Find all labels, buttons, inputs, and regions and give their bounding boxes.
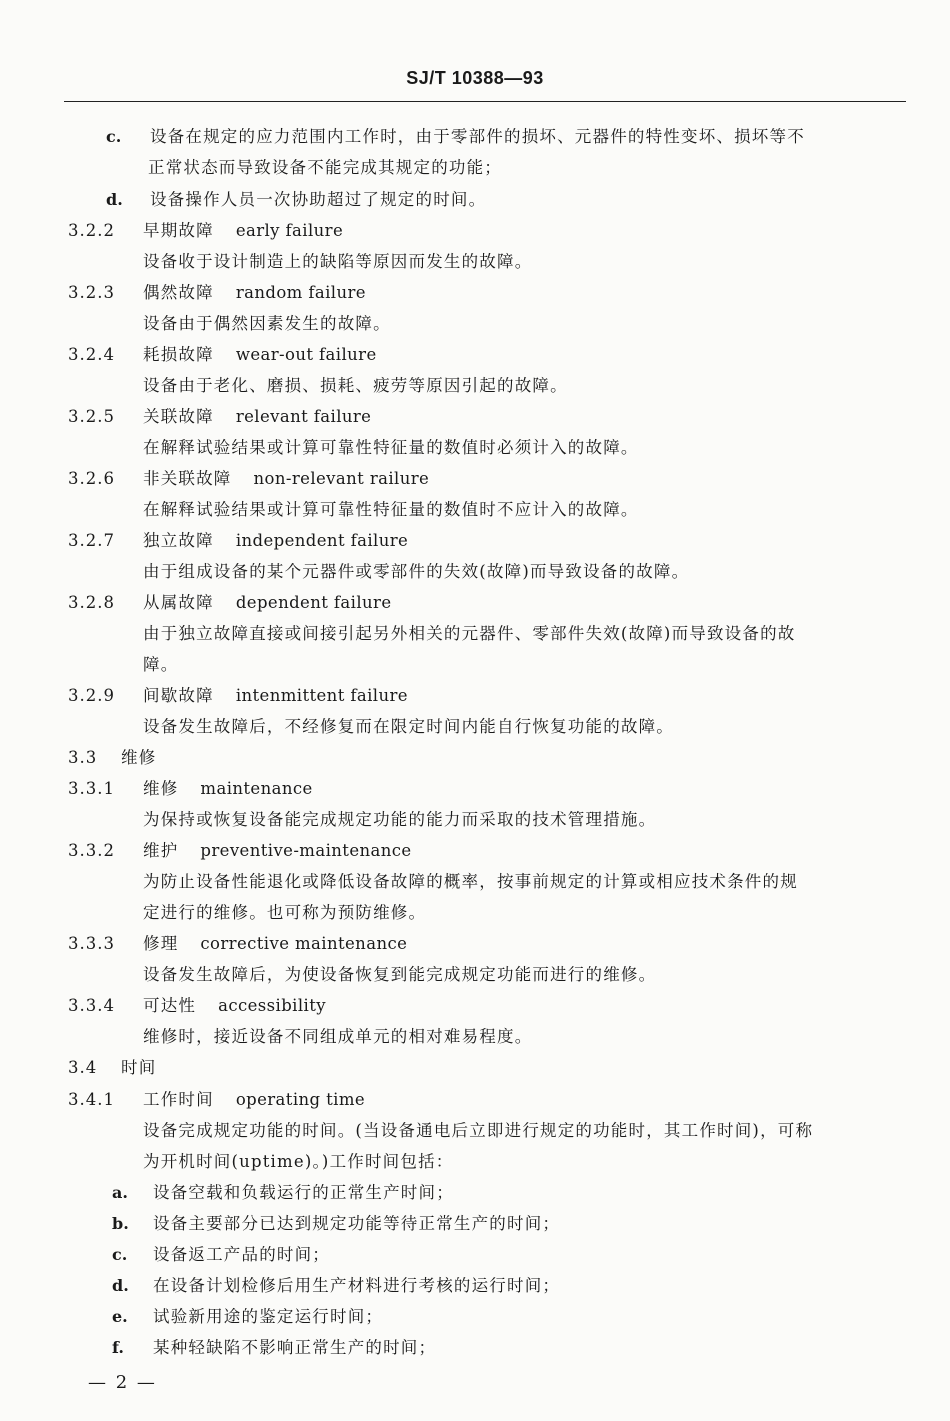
term-heading — [143, 933, 407, 955]
term-definition: 设备由于老化、磨损、损耗、疲劳等原因引起的故障。 — [143, 376, 568, 395]
item-text: 设备操作人员一次协助超过了规定的时间。 — [150, 190, 487, 209]
term-definition: 设备发生故障后，不经修复而在限定时间内能自行恢复功能的故障。 — [143, 717, 674, 736]
term-en: operating time — [235, 1090, 366, 1109]
section-number: 3.4 — [68, 1058, 98, 1077]
term-en: intenmittent failure — [235, 686, 408, 705]
term-heading — [143, 344, 377, 366]
term-heading — [143, 778, 313, 800]
term-number: 3.3.1 — [68, 779, 115, 798]
item-text: 某种轻缺陷不影响正常生产的时间； — [153, 1338, 437, 1357]
term-number: 3.2.3 — [68, 283, 115, 302]
term-heading — [143, 468, 429, 490]
term-en: preventive-maintenance — [200, 841, 412, 860]
term-number: 3.2.5 — [68, 407, 115, 426]
term-zh: 可达性 — [143, 996, 197, 1015]
term-zh: 偶然故障 — [143, 283, 214, 302]
term-definition: 维修时，接近设备不同组成单元的相对难易程度。 — [143, 1027, 533, 1046]
term-en: early failure — [235, 221, 344, 240]
term-en: maintenance — [200, 779, 313, 798]
term-definition: 在解释试验结果或计算可靠性特征量的数值时必须计入的故障。 — [143, 438, 639, 457]
term-definition: 在解释试验结果或计算可靠性特征量的数值时不应计入的故障。 — [143, 500, 639, 519]
term-number: 3.2.4 — [68, 345, 115, 364]
term-zh: 维修 — [143, 779, 179, 798]
term-zh: 耗损故障 — [143, 345, 214, 364]
term-number: 3.3.4 — [68, 996, 115, 1015]
item-label: a. — [112, 1183, 128, 1202]
item-label: e. — [112, 1307, 128, 1326]
term-definition: 设备由于偶然因素发生的故障。 — [143, 314, 391, 333]
item-label: c. — [112, 1245, 128, 1264]
term-heading — [143, 995, 326, 1017]
term-zh: 非关联故障 — [143, 469, 232, 488]
term-definition: 由于组成设备的某个元器件或零部件的失效(故障)而导致设备的故障。 — [143, 562, 690, 581]
term-en: dependent failure — [235, 593, 392, 612]
term-definition: 设备完成规定功能的时间。(当设备通电后立即进行规定的功能时，其工作时间)，可称 — [143, 1121, 814, 1140]
section-number: 3.3 — [68, 748, 98, 767]
term-heading — [143, 282, 366, 304]
term-definition: 为防止设备性能退化或降低设备故障的概率，按事前规定的计算或相应技术条件的规 — [143, 872, 798, 891]
term-heading — [143, 685, 408, 707]
term-en: independent failure — [235, 531, 409, 550]
term-en: non-relevant railure — [253, 469, 430, 488]
term-en: relevant failure — [235, 407, 372, 426]
item-text: 试验新用途的鉴定运行时间； — [153, 1307, 384, 1326]
term-number: 3.4.1 — [68, 1090, 115, 1109]
item-label: d. — [106, 190, 123, 209]
term-definition: 为保持或恢复设备能完成规定功能的能力而采取的技术管理措施。 — [143, 810, 657, 829]
item-text: 在设备计划检修后用生产材料进行考核的运行时间； — [153, 1276, 561, 1295]
term-number: 3.2.9 — [68, 686, 115, 705]
term-zh: 修理 — [143, 934, 179, 953]
section-title: 时间 — [121, 1058, 157, 1077]
item-text: 设备主要部分已达到规定功能等待正常生产的时间； — [153, 1214, 561, 1233]
term-en: random failure — [235, 283, 366, 302]
term-heading — [143, 530, 408, 552]
term-en: corrective maintenance — [200, 934, 408, 953]
term-zh: 维护 — [143, 841, 179, 860]
term-heading — [143, 220, 343, 242]
term-heading — [143, 406, 371, 428]
term-heading — [143, 1089, 365, 1111]
term-number: 3.2.7 — [68, 531, 115, 550]
term-zh: 独立故障 — [143, 531, 214, 550]
section-title: 维修 — [121, 748, 157, 767]
term-definition: 定进行的维修。也可称为预防维修。 — [143, 903, 427, 922]
term-number: 3.2.2 — [68, 221, 115, 240]
term-en: accessibility — [218, 996, 326, 1015]
term-definition: 设备收于设计制造上的缺陷等原因而发生的故障。 — [143, 252, 533, 271]
term-definition: 为开机时间(uptime)。)工作时间包括： — [143, 1152, 454, 1171]
term-number: 3.3.2 — [68, 841, 115, 860]
term-number: 3.2.6 — [68, 469, 115, 488]
term-zh: 关联故障 — [143, 407, 214, 426]
term-heading — [143, 592, 392, 614]
item-text: 正常状态而导致设备不能完成其规定的功能； — [148, 158, 502, 177]
item-label: c. — [106, 127, 122, 146]
term-definition: 障。 — [143, 655, 179, 674]
term-zh: 从属故障 — [143, 593, 214, 612]
term-heading — [143, 840, 412, 862]
document-code: SJ/T 10388—93 — [406, 68, 544, 88]
item-label: f. — [112, 1338, 124, 1357]
term-zh: 间歇故障 — [143, 686, 214, 705]
item-label: d. — [112, 1276, 129, 1295]
item-text: 设备返工产品的时间； — [153, 1245, 330, 1264]
term-zh: 早期故障 — [143, 221, 214, 240]
term-en: wear-out failure — [235, 345, 377, 364]
term-zh: 工作时间 — [143, 1090, 214, 1109]
item-label: b. — [112, 1214, 129, 1233]
term-definition: 由于独立故障直接或间接引起另外相关的元器件、零部件失效(故障)而导致设备的故 — [143, 624, 796, 643]
term-number: 3.2.8 — [68, 593, 115, 612]
item-text: 设备在规定的应力范围内工作时，由于零部件的损坏、元器件的特性变坏、损坏等不 — [150, 127, 805, 146]
item-text: 设备空载和负载运行的正常生产时间； — [153, 1183, 454, 1202]
term-number: 3.3.3 — [68, 934, 115, 953]
page-number: — 2 — — [88, 1372, 157, 1393]
term-definition: 设备发生故障后，为使设备恢复到能完成规定功能而进行的维修。 — [143, 965, 657, 984]
